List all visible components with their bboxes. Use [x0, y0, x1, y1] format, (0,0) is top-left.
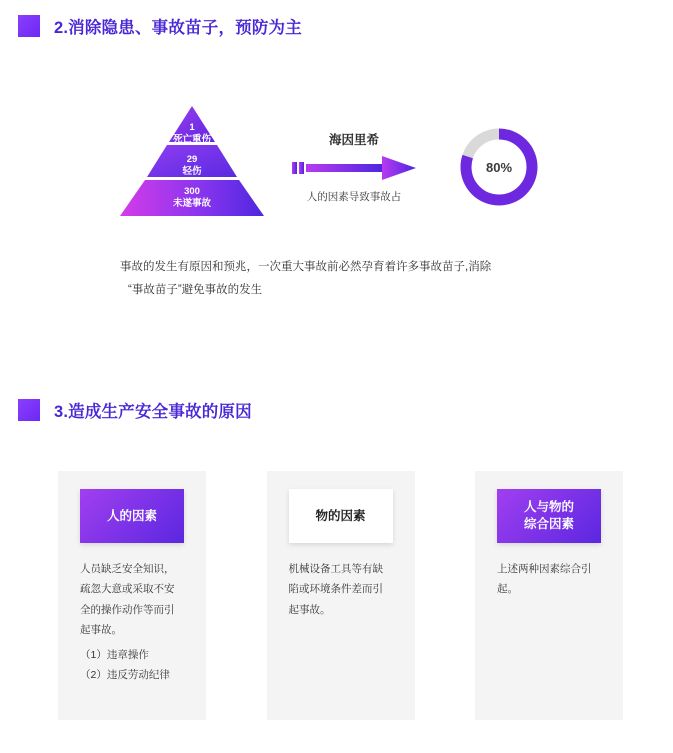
- heading-marker-icon: [18, 15, 40, 37]
- body-sub-line: （1）违章操作: [80, 648, 149, 661]
- cause-card-combined: [475, 471, 623, 720]
- heading-marker-icon-2: [18, 399, 40, 421]
- body-line: 机械设备工具等有缺: [288, 563, 383, 575]
- section-heading-3-text: 3.造成生产安全事故的原因: [54, 403, 252, 421]
- body-line: 陷或环境条件差而引: [288, 583, 383, 596]
- body-line: 全的操作动作等而引: [80, 603, 175, 616]
- cause-card-material-body: [289, 559, 397, 620]
- section-2-paragraph: [120, 256, 590, 302]
- paragraph-line-1: 事故的发生有原因和预兆，一次重大事故前必然孕育着许多事故苗子,消除: [120, 261, 492, 273]
- arrow-block: [288, 130, 420, 204]
- heinrich-pyramid: [112, 104, 272, 219]
- body-line: 上述两种因素综合引起。: [497, 563, 592, 596]
- cause-card-combined-body: [497, 559, 605, 600]
- cause-card-material-badge: 物的因素: [289, 489, 393, 543]
- donut-value-label: 80%: [485, 159, 513, 175]
- section-heading-2: [18, 14, 302, 38]
- pyramid-level-1-number: 1: [189, 122, 195, 133]
- section-heading-2-text: 2.消除隐患、事故苗子，预防为主: [54, 19, 302, 37]
- right-arrow-icon: [288, 155, 420, 181]
- cause-cards-container: [58, 471, 623, 720]
- pyramid-shape-icon: [112, 104, 272, 219]
- cause-card-human: [58, 471, 206, 720]
- body-sub-line: （2）违反劳动纪律: [80, 669, 170, 682]
- cause-card-human-badge: 人的因素: [80, 489, 184, 543]
- arrow-title: 海因里希: [328, 133, 379, 147]
- paragraph-line-2: “事故苗子”避免事故的发生: [128, 284, 263, 296]
- pyramid-level-3-label: 未遂事故: [172, 197, 211, 209]
- cause-card-material: [267, 471, 415, 720]
- arrow-graphic: [288, 155, 420, 181]
- cause-card-combined-badge-text: 人与物的 综合因素: [523, 500, 574, 531]
- pyramid-level-2-number: 29: [186, 154, 198, 165]
- body-line: 起事故。: [288, 603, 331, 616]
- arrow-caption: 人的因素导致事故占: [306, 191, 402, 203]
- section-heading-3: [18, 398, 252, 422]
- pyramid-level-1-label: 死亡重伤: [172, 133, 211, 145]
- cause-card-human-body: [80, 559, 188, 686]
- body-line: 起事故。: [80, 624, 122, 637]
- body-line: 人员缺乏安全知识，: [80, 563, 175, 575]
- body-line: 疏忽大意或采取不安: [80, 583, 175, 596]
- cause-card-combined-badge: [497, 489, 601, 543]
- pyramid-level-2-label: 轻伤: [182, 165, 202, 177]
- percentage-donut-chart: [456, 124, 542, 210]
- pyramid-level-3-number: 300: [184, 186, 200, 197]
